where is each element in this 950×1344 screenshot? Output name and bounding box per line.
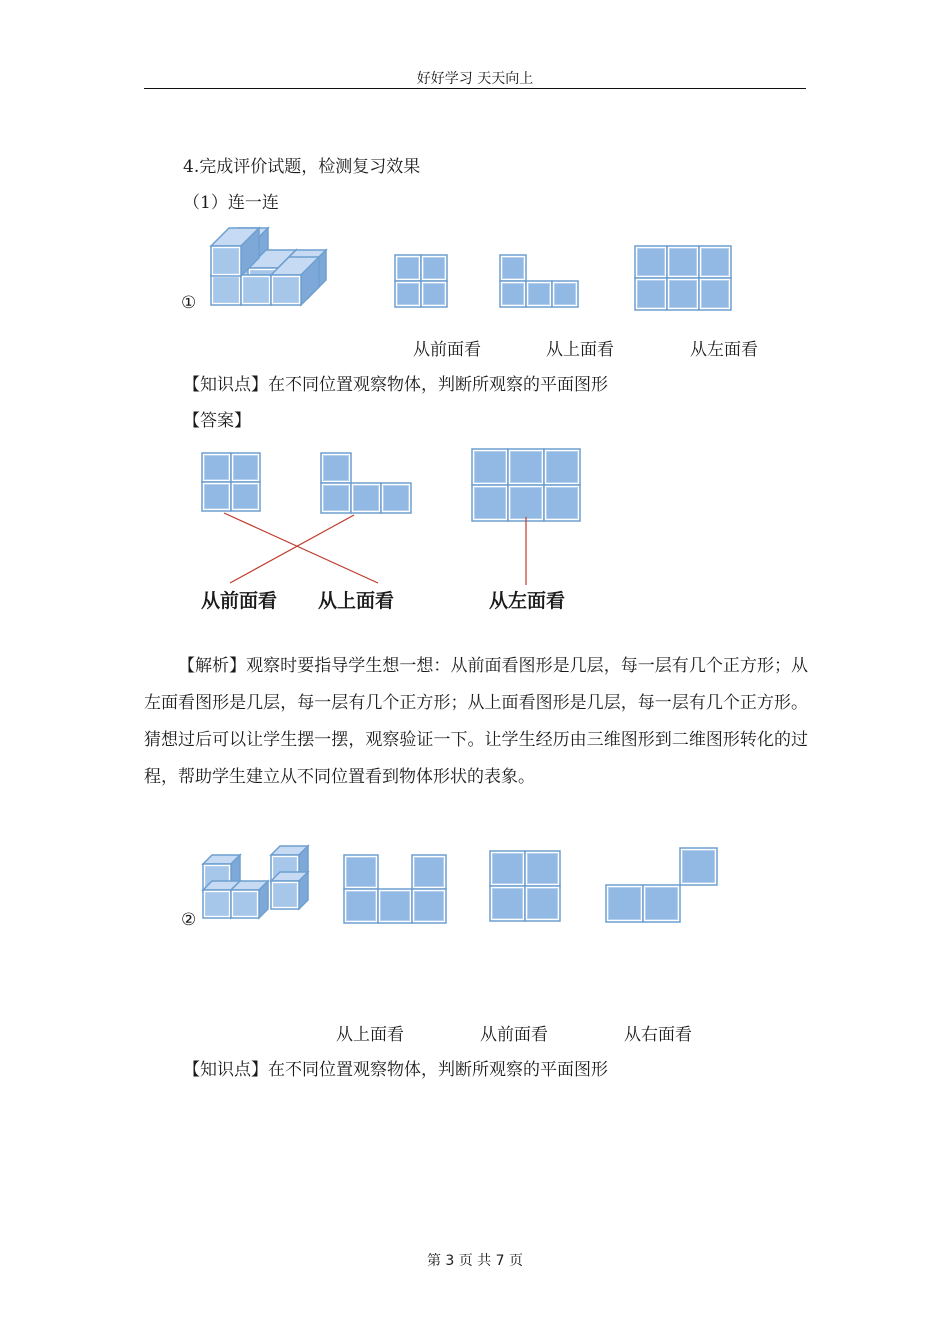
q1-view-shapes (395, 246, 731, 310)
view-square-inner (415, 858, 444, 887)
cube-front-inner (214, 278, 239, 303)
view-square-inner (493, 854, 523, 884)
cube-front-inner (234, 893, 257, 916)
page-header: 好好学习 天天向上 (416, 71, 534, 87)
view-square-inner (503, 284, 524, 305)
q2-label-right: 从右面看 (624, 1025, 692, 1045)
cube-front-inner (274, 278, 299, 303)
view-square-inner (702, 249, 729, 276)
answer-label-top: 从上面看 (318, 590, 395, 612)
view-square-inner (475, 452, 506, 483)
q2-solid-figure (203, 846, 308, 918)
view-square-inner (324, 456, 349, 481)
view-square-inner (381, 892, 410, 921)
q1-label-left: 从左面看 (690, 340, 758, 360)
page-footer: 第 3 页 共 7 页 (426, 1253, 524, 1269)
q2-knowledge: 【知识点】在不同位置观察物体，判断所观察的平面图形 (183, 1060, 608, 1080)
subsection-heading: （1）连一连 (183, 193, 279, 213)
view-square-inner (493, 889, 523, 919)
q1-label-top: 从上面看 (546, 340, 614, 360)
answer-view-shapes (202, 449, 580, 521)
view-square-inner (347, 858, 376, 887)
view-square-inner (547, 452, 578, 483)
view-square-inner (609, 888, 641, 920)
view-square-inner (398, 258, 419, 279)
q1-solid-figure (211, 228, 326, 305)
answer-label-front: 从前面看 (201, 590, 278, 612)
cube-front-inner (206, 893, 229, 916)
view-square-inner (511, 452, 542, 483)
section-heading: 4.完成评价试题，检测复习效果 (183, 157, 421, 177)
view-square-inner (234, 456, 258, 480)
view-square-inner (528, 854, 558, 884)
answer-label-left: 从左面看 (489, 590, 566, 612)
view-square-inner (683, 851, 715, 883)
q1-knowledge: 【知识点】在不同位置观察物体，判断所观察的平面图形 (183, 375, 608, 395)
view-square-inner (555, 284, 576, 305)
view-square-inner (384, 486, 409, 511)
cube-front-inner (244, 278, 269, 303)
view-square-inner (354, 486, 379, 511)
analysis-text: 【解析】观察时要指导学生想一想：从前面看图形是几层，每一层有几个正方形；从左面看图形是几层，每一层有几个正方形；从上面看图形是几层，每一层有几个正方形。猜想过后可以让学生摆一摆，观察验证一下。让学生经历由三维图形到二维图形转化的过程，帮助学生建立从不同位置看到物体形状的表象。 (144, 656, 808, 787)
q1-label-front: 从前面看 (413, 340, 481, 360)
view-square-inner (638, 249, 665, 276)
cube-front-inner (214, 249, 239, 274)
answer-match-lines (224, 513, 526, 585)
view-square-inner (547, 488, 578, 519)
q2-label-top: 从上面看 (336, 1025, 404, 1045)
q2-number: ② (181, 910, 197, 930)
view-square-inner (511, 488, 542, 519)
view-square-inner (424, 258, 445, 279)
q2-view-shapes (344, 848, 717, 923)
view-square-inner (646, 888, 678, 920)
view-square-inner (475, 488, 506, 519)
view-square-inner (670, 281, 697, 308)
view-square-inner (638, 281, 665, 308)
view-square-inner (398, 284, 419, 305)
q1-answer-heading: 【答案】 (183, 411, 251, 431)
view-square-inner (670, 249, 697, 276)
view-square-inner (205, 456, 229, 480)
q1-number: ① (181, 293, 197, 313)
view-square-inner (324, 486, 349, 511)
view-square-inner (205, 485, 229, 509)
match-line-top (230, 515, 354, 583)
cube-front-inner (274, 884, 297, 907)
view-square-inner (702, 281, 729, 308)
view-square-inner (424, 284, 445, 305)
view-square-inner (528, 889, 558, 919)
view-square-inner (529, 284, 550, 305)
match-line-front (224, 513, 378, 583)
q1-analysis (144, 648, 808, 796)
view-square-inner (503, 258, 524, 279)
view-square-inner (347, 892, 376, 921)
view-square-inner (415, 892, 444, 921)
view-square-inner (234, 485, 258, 509)
q2-label-front: 从前面看 (480, 1025, 548, 1045)
